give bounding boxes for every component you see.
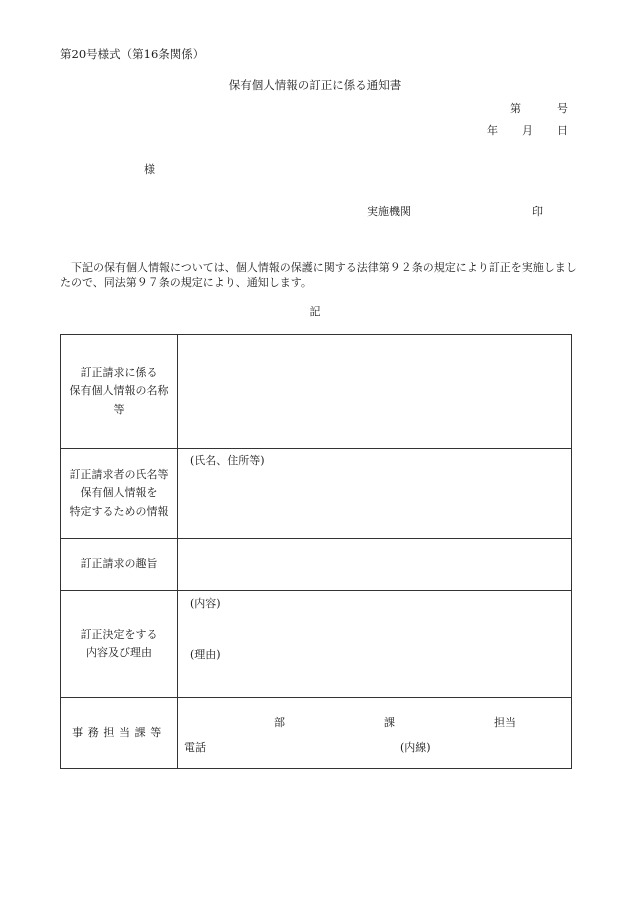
label-line: 事務担当課等 [72, 725, 166, 739]
document-number-line [510, 102, 568, 116]
ki-heading: 記 [309, 305, 321, 318]
month-label: 月 [522, 124, 533, 137]
addressee-honorific: 様 [144, 163, 155, 176]
contact-label [61, 698, 178, 769]
label-line: 訂正請求の趣旨 [80, 557, 158, 571]
year-label: 年 [487, 124, 498, 137]
document-title: 保有個人情報の訂正に係る通知書 [228, 78, 402, 92]
decision-label [61, 591, 178, 698]
date-line [487, 124, 568, 138]
day-label: 日 [557, 124, 568, 137]
label-line: 保有個人情報を [80, 486, 158, 500]
requester-info-value[interactable] [178, 449, 572, 539]
reason-label: (理由) [190, 648, 221, 661]
department-label: 部 [274, 716, 285, 729]
table-row-contact [61, 698, 572, 769]
record-name-value[interactable] [178, 335, 572, 449]
request-purpose-label [61, 539, 178, 591]
extension-label: (内線) [400, 741, 431, 754]
phone-label: 電話 [184, 741, 206, 754]
table-row-request-purpose [61, 539, 572, 591]
label-line: 訂正請求者の氏名等 [69, 468, 169, 482]
content-label: (内容) [190, 597, 221, 610]
label-line: 等 [113, 402, 125, 416]
label-line: 訂正決定をする [80, 627, 158, 641]
section-label: 課 [384, 716, 395, 729]
label-line: 特定するための情報 [69, 504, 169, 518]
decision-value[interactable] [178, 591, 572, 698]
notice-body-text: 下記の保有個人情報については、個人情報の保護に関する法律第９２条の規定により訂正を実施しましたので、同法第９７条の規定により、通知します。 [60, 261, 577, 290]
table-row-decision [61, 591, 572, 698]
number-prefix: 第 [510, 102, 521, 115]
implementing-agency-label: 実施機関 [367, 205, 411, 218]
label-line: 内容及び理由 [86, 646, 152, 659]
table-row-record-name [61, 335, 572, 449]
record-name-label [61, 335, 178, 449]
person-in-charge-label: 担当 [494, 716, 516, 729]
seal-label: 印 [532, 205, 543, 218]
form-number: 第20号様式（第16条関係） [60, 47, 205, 61]
requester-info-label [61, 449, 178, 539]
contact-value[interactable] [178, 698, 572, 769]
number-suffix: 号 [557, 102, 568, 115]
name-address-note: (氏名、住所等) [190, 454, 265, 467]
label-line: 保有個人情報の名称 [69, 384, 169, 398]
table-row-requester-info [61, 449, 572, 539]
details-table [60, 334, 572, 769]
label-line: 訂正請求に係る [80, 366, 158, 380]
request-purpose-value[interactable] [178, 539, 572, 591]
